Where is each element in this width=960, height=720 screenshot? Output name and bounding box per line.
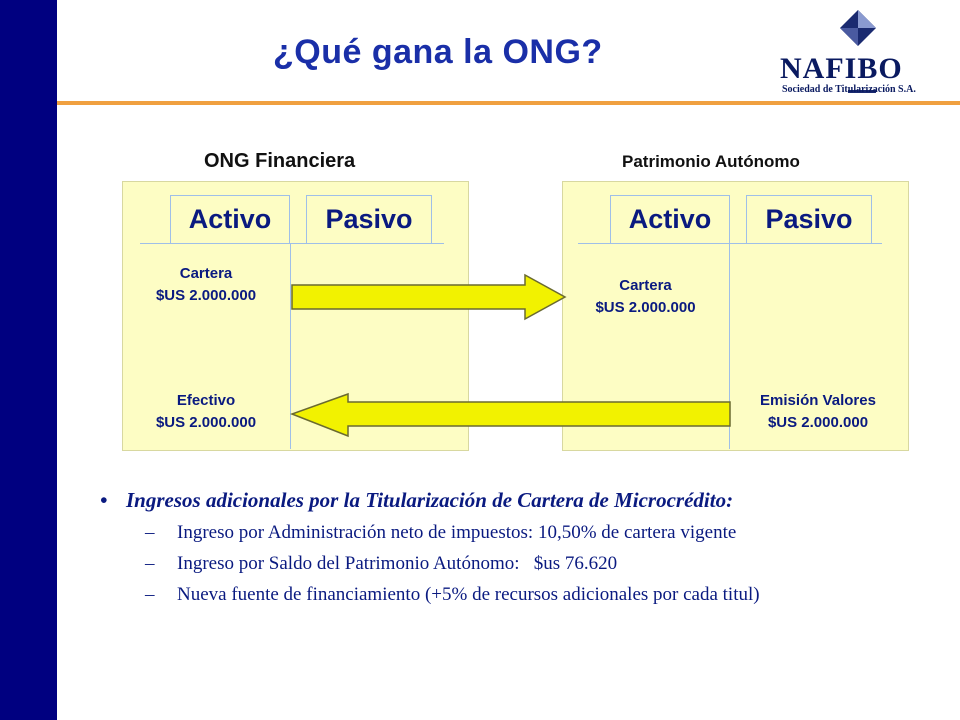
right-liability-tab: Pasivo (746, 195, 872, 244)
bullet-list (100, 488, 760, 606)
funds-return-arrow (292, 394, 730, 436)
sub-bullet-text: Ingreso por Saldo del Patrimonio Autónomo: $us 76.620 (177, 553, 618, 574)
logo-subtitle: Sociedad de Titularización S.A. (782, 84, 916, 95)
slide-title: ¿Qué gana la ONG? (273, 33, 603, 71)
left-liability-tab: Pasivo (306, 195, 432, 244)
cartera-transfer-arrow (292, 275, 565, 319)
left-cartera-label: Cartera (179, 265, 233, 282)
left-efectivo-label: Efectivo (176, 392, 236, 409)
sub-bullet-text: Ingreso por Administración neto de impuestos: 10,50% de cartera vigente (177, 522, 737, 543)
sub-bullet (145, 553, 760, 575)
bullet-main (100, 488, 760, 513)
left-entity-heading: ONG Financiera (204, 150, 356, 172)
dash-icon: – (145, 522, 155, 543)
sub-bullet (145, 584, 760, 606)
bullet-main-text: Ingresos adicionales por la Titularización de Cartera de Microcrédito: (126, 488, 734, 512)
right-cartera-label: Cartera (619, 277, 672, 294)
logo-name: NAFIBO (780, 52, 903, 85)
right-emision-amount: $US 2.000.000 (767, 414, 869, 431)
right-emision-label: Emisión Valores (760, 392, 876, 409)
left-efectivo-amount: $US 2.000.000 (155, 414, 257, 431)
left-asset-tab: Activo (170, 195, 290, 244)
sub-bullet (145, 522, 760, 544)
sub-bullet-text: Nueva fuente de financiamiento (+5% de recursos adicionales por cada titul) (177, 584, 760, 605)
right-entity-heading: Patrimonio Autónomo (622, 152, 800, 171)
left-cartera-amount: $US 2.000.000 (155, 287, 257, 304)
dash-icon: – (145, 584, 155, 605)
right-asset-tab: Activo (610, 195, 730, 244)
bullet-dot-icon: • (100, 488, 108, 512)
dash-icon: – (145, 553, 155, 574)
right-cartera-amount: $US 2.000.000 (595, 299, 696, 316)
